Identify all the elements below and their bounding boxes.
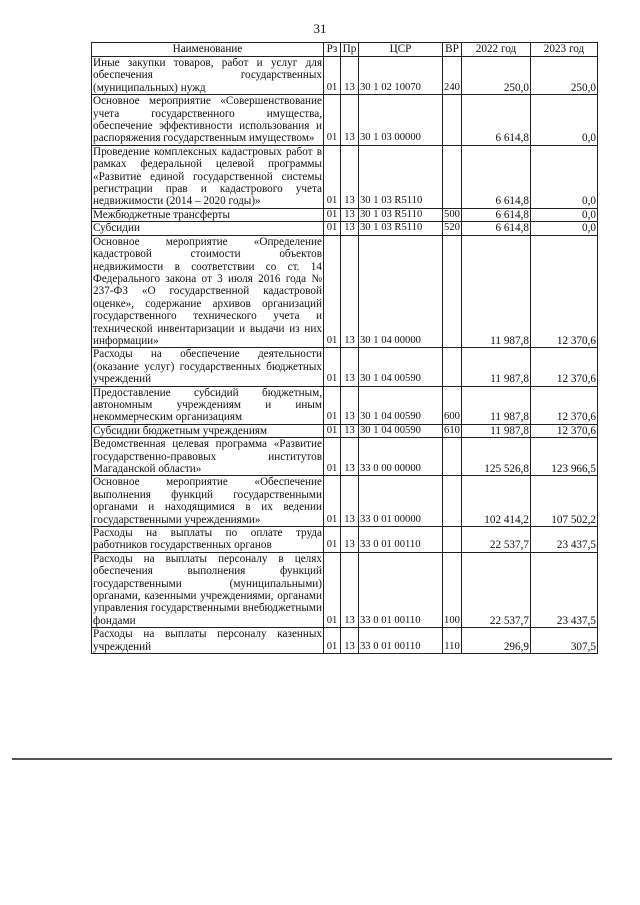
table-row	[92, 476, 598, 527]
row-rz-cell: 01	[324, 95, 341, 146]
row-pr-cell: 13	[341, 145, 359, 208]
header-rz: Рз	[324, 43, 341, 57]
row-pr-cell: 13	[341, 438, 359, 476]
row-rz-cell: 01	[324, 222, 341, 235]
row-2022-cell: 296,9	[462, 628, 531, 654]
row-rz-cell: 01	[324, 438, 341, 476]
row-vr-cell: 240	[443, 57, 462, 95]
table-row	[92, 424, 598, 437]
row-name-cell: Иные закупки товаров, работ и услуг для обеспечения государственных (муниципальных) нужд	[93, 57, 322, 94]
table-row	[92, 438, 598, 476]
table-row	[92, 95, 598, 146]
table-row	[92, 527, 598, 553]
row-csr-cell: 30 1 03 R5110	[359, 208, 443, 221]
row-rz-cell: 01	[324, 348, 341, 386]
row-csr-cell: 30 1 03 R5110	[359, 145, 443, 208]
header-pr: Пр	[341, 43, 359, 57]
row-pr-cell: 13	[341, 95, 359, 146]
row-rz-cell: 01	[324, 235, 341, 348]
row-vr-cell	[443, 438, 462, 476]
row-name-cell: Субсидии	[92, 222, 324, 235]
table-row	[92, 145, 598, 208]
row-pr-cell: 13	[341, 348, 359, 386]
row-name-cell: Расходы на обеспечение деятельности (оказание услуг) государственных бюджетных учреждений	[93, 348, 322, 386]
row-name-cell: Расходы на выплаты персоналу в целях обеспечения выполнения функций государственными (муниципальными) органами, казенными учреждениями, органами управления государственными внебюджетными фондами	[93, 552, 322, 627]
row-2023-cell: 12 370,6	[531, 348, 598, 386]
row-csr-cell: 33 0 01 00110	[359, 552, 443, 627]
row-2023-cell: 107 502,2	[531, 476, 598, 527]
row-vr-cell: 520	[444, 222, 460, 234]
row-rz-cell: 01	[324, 527, 341, 553]
row-2023-cell: 23 437,5	[531, 552, 598, 627]
header-vr: ВР	[443, 43, 462, 57]
row-2022-cell: 11 987,8	[462, 348, 531, 386]
row-pr-cell: 13	[341, 628, 359, 654]
row-csr-cell: 33 0 01 00110	[359, 628, 443, 654]
table-row	[92, 235, 598, 348]
row-2022-cell: 125 526,8	[462, 438, 531, 476]
row-csr-cell: 33 0 01 00110	[359, 527, 443, 553]
row-csr-cell: 30 1 02 10070	[359, 57, 443, 95]
row-2022-cell: 6 614,8	[462, 222, 531, 235]
row-vr-cell	[443, 527, 462, 553]
table-row	[92, 386, 598, 424]
row-csr-cell: 33 0 00 00000	[359, 438, 443, 476]
row-name-cell: Предоставление субсидий бюджетным, автономным учреждениям и иным некоммерческим организациям	[93, 386, 322, 424]
row-csr-cell: 30 1 04 00590	[359, 424, 443, 437]
table-row	[92, 552, 598, 627]
footer-divider	[12, 758, 612, 760]
row-2023-cell: 0,0	[531, 208, 598, 221]
row-2022-cell: 11 987,8	[462, 386, 531, 424]
page-number: 31	[313, 21, 327, 36]
row-pr-cell: 13	[341, 208, 359, 221]
row-name-cell: Основное мероприятие «Совершенствование учета государственного имущества, обеспечение эффективности использования и распоряжения государственным имуществом»	[93, 95, 322, 145]
table-row	[92, 628, 598, 654]
table-row	[92, 222, 598, 235]
row-2023-cell: 250,0	[531, 57, 598, 95]
row-2022-cell: 22 537,7	[462, 527, 531, 553]
row-name-cell: Ведомственная целевая программа «Развитие государственно-правовых институтов Магаданской области»	[93, 438, 322, 475]
row-2022-cell: 11 987,8	[462, 424, 531, 437]
row-rz-cell: 01	[324, 476, 341, 527]
row-2022-cell: 6 614,8	[462, 95, 531, 146]
row-vr-cell: 610	[444, 424, 460, 436]
row-name-cell: Расходы на выплаты персоналу казенных учреждений	[93, 628, 322, 653]
row-pr-cell: 13	[341, 235, 359, 348]
row-2023-cell: 23 437,5	[531, 527, 598, 553]
table-row	[92, 57, 598, 95]
row-vr-cell: 600	[443, 386, 462, 424]
row-csr-cell: 30 1 04 00590	[359, 386, 443, 424]
budget-table	[91, 42, 598, 654]
row-csr-cell: 30 1 03 00000	[359, 95, 443, 146]
row-rz-cell: 01	[324, 628, 341, 654]
header-2022: 2022 год	[462, 43, 531, 57]
row-2022-cell: 6 614,8	[462, 208, 531, 221]
row-vr-cell	[443, 235, 462, 348]
row-pr-cell: 13	[341, 424, 359, 437]
row-csr-cell: 30 1 03 R5110	[359, 222, 443, 235]
row-vr-cell: 110	[443, 628, 462, 654]
row-vr-cell	[443, 95, 462, 146]
row-2023-cell: 0,0	[531, 95, 598, 146]
row-2022-cell: 102 414,2	[462, 476, 531, 527]
row-rz-cell: 01	[324, 145, 341, 208]
row-vr-cell: 500	[444, 208, 460, 220]
row-vr-cell	[443, 476, 462, 527]
header-csr: ЦСР	[359, 43, 443, 57]
row-pr-cell: 13	[341, 57, 359, 95]
row-name-cell: Субсидии бюджетным учреждениям	[92, 424, 324, 437]
row-vr-cell	[443, 145, 462, 208]
row-vr-cell	[443, 348, 462, 386]
header-2023: 2023 год	[531, 43, 598, 57]
row-2023-cell: 123 966,5	[531, 438, 598, 476]
row-rz-cell: 01	[324, 386, 341, 424]
row-2023-cell: 12 370,6	[531, 235, 598, 348]
row-csr-cell: 30 1 04 00590	[359, 348, 443, 386]
row-2022-cell: 6 614,8	[462, 145, 531, 208]
row-2023-cell: 0,0	[531, 222, 598, 235]
row-name-cell: Основное мероприятие «Обеспечение выполнения функций государственными органами и находящимися в их ведении государственными учреждениями»	[93, 476, 322, 526]
row-csr-cell: 33 0 01 00000	[359, 476, 443, 527]
header-name: Наименование	[92, 43, 324, 57]
row-name-cell: Проведение комплексных кадастровых работ в рамках федеральной целевой программы «Развитие единой государственной системы регистрации прав и кадастрового учета недвижимости (2014 – 2020 годы)»	[93, 145, 322, 208]
table-header-row	[92, 43, 598, 57]
row-pr-cell: 13	[341, 386, 359, 424]
row-pr-cell: 13	[341, 552, 359, 627]
row-rz-cell: 01	[324, 208, 341, 221]
row-rz-cell: 01	[324, 424, 341, 437]
row-csr-cell: 30 1 04 00000	[359, 235, 443, 348]
row-name-cell: Основное мероприятие «Определение кадастровой стоимости объектов недвижимости в соответствии со ст. 14 Федерального закона от 3 июля 2016 года № 237-ФЗ «О государственной кадастровой оценке», содержание архивов организаций государственного технического учета и технической инвентаризации и выдачи из них информации»	[93, 235, 322, 347]
row-pr-cell: 13	[341, 527, 359, 553]
table-row	[92, 208, 598, 221]
row-2023-cell: 307,5	[531, 628, 598, 654]
row-2023-cell: 12 370,6	[531, 424, 598, 437]
row-vr-cell: 100	[443, 552, 462, 627]
row-rz-cell: 01	[324, 552, 341, 627]
table-row	[92, 348, 598, 386]
row-pr-cell: 13	[341, 222, 359, 235]
row-2022-cell: 22 537,7	[462, 552, 531, 627]
row-name-cell: Межбюджетные трансферты	[92, 208, 324, 221]
row-2022-cell: 250,0	[462, 57, 531, 95]
row-rz-cell: 01	[324, 57, 341, 95]
row-2022-cell: 11 987,8	[462, 235, 531, 348]
row-2023-cell: 12 370,6	[531, 386, 598, 424]
row-name-cell: Расходы на выплаты по оплате труда работников государственных органов	[93, 527, 322, 552]
table-body	[92, 57, 598, 654]
row-2023-cell: 0,0	[531, 145, 598, 208]
row-pr-cell: 13	[341, 476, 359, 527]
